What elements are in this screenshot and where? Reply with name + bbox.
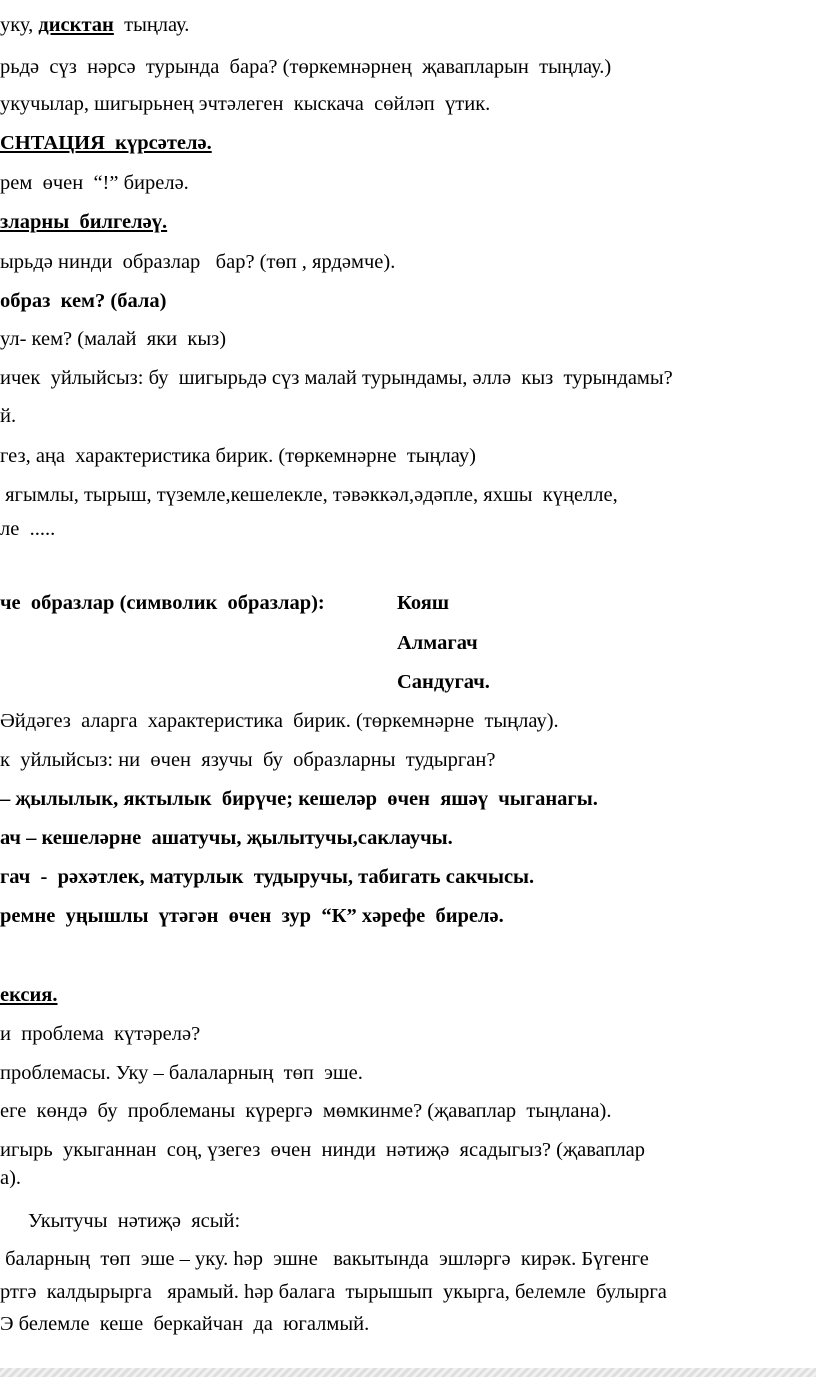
- text-line-9: ул- кем? (малай яки кыз): [0, 328, 227, 350]
- symbol-nightingale: Сандугач.: [397, 671, 490, 693]
- text-line-1: уку, дисктан тыңлау.: [0, 14, 190, 36]
- text-line-13: ягымлы, тырыш, түземле,кешелекле, тәвәккәл,әдәпле, яхшы күңелле,: [0, 484, 618, 506]
- text-line-31: баларның төп эше – уку. һәр эшне вакытында эшләргә кирәк. Бүгенге: [0, 1248, 649, 1270]
- text-line-7: ырьдә нинди образлар бар? (төп , ярдәмче).: [0, 251, 396, 273]
- section-heading-presentation: СНТАЦИЯ күрсәтелә.: [0, 132, 212, 154]
- section-heading-images: зларны билгеләү.: [0, 211, 168, 233]
- text-line-11: й.: [0, 405, 17, 427]
- text-line-22: гач - рәхәтлек, матурлык тудыручы, табигать сакчысы.: [0, 866, 535, 888]
- text-line-3: укучылар, шигырьнең эчтәлеген кыскача сөйләп үтик.: [0, 93, 491, 115]
- text-line-14: ле .....: [0, 518, 56, 540]
- text-line-5: рем өчен “!” бирелә.: [0, 172, 189, 194]
- section-heading-reflection: ексия.: [0, 984, 58, 1006]
- text-line-8: образ кем? (бала): [0, 290, 167, 312]
- symbol-apple-tree: Алмагач: [397, 632, 478, 654]
- text-line-19: к уйлыйсыз: ни өчен язучы бу образларны тудырган?: [0, 749, 496, 771]
- text-line-18: Әйдәгез аларга характеристика бирик. (төркемнәрне тыңлау).: [0, 710, 559, 732]
- text-line-28: игырь укыганнан соң, үзегез өчен нинди нәтиҗә ясадыгыз? (җаваплар: [0, 1139, 646, 1161]
- text-line-21: ач – кешеләрне ашатучы, җылытучы,саклаучы.: [0, 827, 453, 849]
- text-line-25: и проблема күтәрелә?: [0, 1023, 201, 1045]
- disk-word: дисктан: [38, 14, 114, 36]
- text-line-12: гез, аңа характеристика бирик. (төркемнәрне тыңлау): [0, 445, 476, 467]
- text-line-15: че образлар (символик образлар):: [0, 592, 325, 614]
- text-line-27: еге көндә бу проблеманы күрергә мөмкинме? (җаваплар тыңлана).: [0, 1100, 612, 1122]
- text-line-23: ремне уңышлы үтәгән өчен зур “К” хәрефе бирелә.: [0, 905, 504, 927]
- page-bottom-border: [0, 1368, 816, 1377]
- text-line-33: Э белемле кеше беркайчан да югалмый.: [0, 1313, 370, 1335]
- text-line-10: ичек уйлыйсыз: бу шигырьдә сүз малай турындамы, әллә кыз турындамы?: [0, 367, 673, 389]
- text-line-32: ртгә калдырырга ярамый. һәр балага тырышып укырга, белемле булырга: [0, 1281, 667, 1303]
- text-line-30: Укытучы нәтиҗә ясый:: [28, 1210, 241, 1232]
- text-line-20: – җылылык, яктылык бирүче; кешеләр өчен яшәү чыганагы.: [0, 788, 598, 810]
- text-line-2: рьдә сүз нәрсә турында бара? (төркемнәрнең җавапларын тыңлау.): [0, 56, 612, 78]
- text-line-26: проблемасы. Уку – балаларның төп эше.: [0, 1062, 363, 1084]
- symbol-sun: Кояш: [397, 592, 450, 614]
- text-line-29: а).: [0, 1167, 22, 1189]
